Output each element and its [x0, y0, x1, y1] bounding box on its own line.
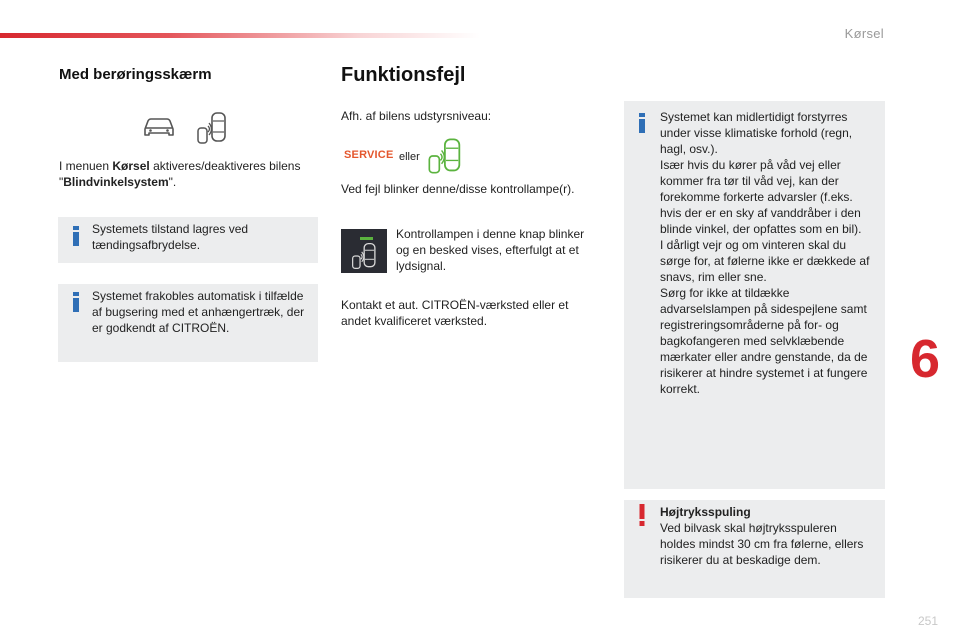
info-box-state-saved: [58, 217, 318, 263]
blind-spot-icon: [196, 110, 230, 146]
contact-workshop-text: Kontakt et aut. CITROËN-værksted eller et andet kvalificeret værksted.: [341, 298, 569, 328]
info-icon: [638, 113, 646, 133]
info-text-climate: Systemet kan midlertidigt forstyrres under visse klimatiske forhold (regn, hagl, osv.). Især hvis du kører på våd vej eller kommer fra tør til våd vej, kan der forekomme forkerte advarsler (f.eks. hvis der er en sky af vanddråber i den blinde vinkel, der opfattes som en bil). I dårligt vejr og om vinteren skal du sørge for, at følerne ikke er dækkede af snavs, rim eller sne. Sørg for ikke at tildække advarselslampen på sidespejlene samt registreringsområderne på for- og bagkofangeren med selvklæbende mærkater eller andre genstande, da de risikerer at hindre systemet i at fungere korrekt.: [660, 110, 870, 396]
blind-spot-button-image: [341, 229, 387, 273]
equipment-level-text: Afh. af bilens udstyrsniveau:: [341, 109, 492, 123]
chapter-title: Kørsel: [844, 26, 884, 41]
info-text-state-saved: Systemets tilstand lagres ved tændingsafbrydelse.: [92, 222, 249, 252]
section-heading-malfunction: Funktionsfejl: [341, 64, 466, 86]
info-icon: [72, 292, 80, 312]
left-heading: Med berøringsskærm: [59, 66, 212, 83]
info-icon: [72, 226, 80, 246]
warning-text-pressure-wash: Højtryksspuling Ved bilvask skal højtryksspuleren holdes mindst 30 cm fra følerne, ellers risikerer du at beskadige dem.: [660, 505, 864, 567]
button-led-icon: [360, 237, 373, 240]
warning-icon: [638, 504, 646, 526]
or-label: eller: [399, 151, 420, 163]
blind-spot-green-icon: [427, 136, 465, 176]
blink-text: Ved fejl blinker denne/disse kontrollampe(r).: [341, 182, 575, 196]
header-accent-bar: [0, 33, 480, 38]
blind-spot-button-icon: [351, 241, 379, 271]
menu-instruction: I menuen Kørsel aktiveres/deaktiveres bilens "Blindvinkelsystem".: [59, 159, 301, 189]
warning-box-pressure-wash: [624, 500, 885, 598]
info-text-towing: Systemet frakobles automatisk i tilfælde af bugsering med et anhængertræk, der er godkendt af CITROËN.: [92, 289, 305, 335]
info-box-climate: [624, 101, 885, 489]
car-outline-icon: [142, 116, 176, 138]
info-box-towing: [58, 284, 318, 362]
service-warning-lamp: SERVICE: [344, 149, 394, 161]
page-number: 251: [917, 614, 938, 628]
button-blink-text: Kontrollampen i denne knap blinker og en besked vises, efterfulgt at et lydsignal.: [396, 227, 585, 273]
chapter-number: 6: [909, 329, 940, 389]
